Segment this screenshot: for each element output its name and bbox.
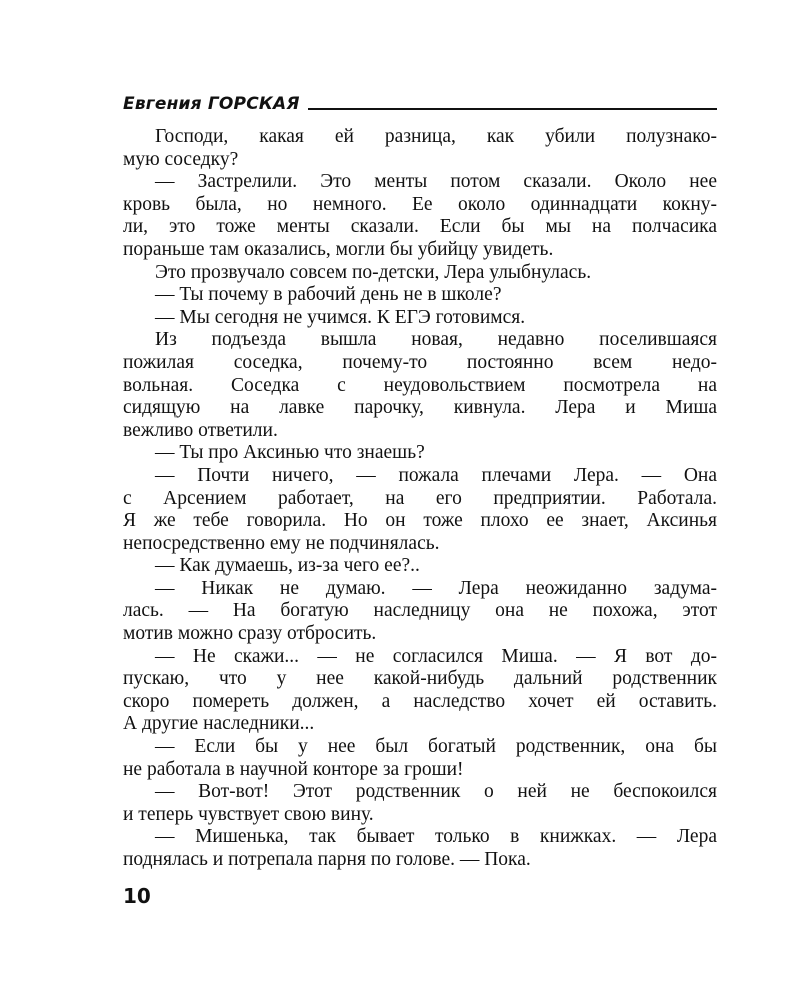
- text-line: сидящую на лавке парочку, кивнула. Лера и Миша: [123, 397, 717, 419]
- text-line: — Не скажи... — не согласился Миша. — Я вот до-: [155, 645, 717, 667]
- text-line: вежливо ответили.: [123, 419, 278, 441]
- text-line: Господи, какая ей разница, как убили полузнако-: [155, 126, 717, 147]
- page-number: 10: [123, 884, 151, 908]
- text-line: — Ты почему в рабочий день не в школе?: [155, 284, 502, 306]
- text-line: мотив можно сразу отбросить.: [123, 623, 377, 645]
- text-line: пожилая соседка, почему-то постоянно всем недо-: [123, 351, 717, 373]
- text-line: поднялась и потрепала парня по голове. — Пока.: [123, 849, 531, 870]
- text-line: — Как думаешь, из-за чего ее?..: [155, 555, 420, 577]
- text-line: непосредственно ему не подчинялась.: [123, 532, 440, 554]
- text-line: — Никак не думаю. — Лера неожиданно задума-: [155, 577, 717, 599]
- text-line: — Вот-вот! Этот родственник о ней не беспокоился: [155, 781, 717, 803]
- text-line: — Застрелили. Это менты потом сказали. Около нее: [155, 171, 717, 193]
- text-line: — Мы сегодня не учимся. К ЕГЭ готовимся.: [155, 306, 526, 328]
- text-line: с Арсением работает, на его предприятии. Работала.: [123, 487, 717, 509]
- text-line: — Почти ничего, — пожала плечами Лера. — Она: [155, 464, 717, 486]
- body-text: [123, 126, 717, 872]
- text-line: Из подъезда вышла новая, недавно поселившаяся: [155, 329, 717, 351]
- text-line: лась. — На богатую наследницу она не похожа, этот: [123, 600, 717, 622]
- text-line: — Ты про Аксинью что знаешь?: [155, 442, 425, 464]
- text-line: — Мишенька, так бывает только в книжках. — Лера: [155, 826, 717, 848]
- header-rule: [308, 108, 717, 110]
- text-line: кровь была, но немного. Ее около одиннадцати кокну-: [123, 193, 717, 215]
- text-line: и теперь чувствует свою вину.: [123, 803, 374, 825]
- running-header: [123, 92, 717, 114]
- text-line: пускаю, что у нее какой-нибудь дальний родственник: [123, 668, 717, 690]
- text-line: — Если бы у нее был богатый родственник, она бы: [155, 736, 717, 758]
- text-line: вольная. Соседка с неудовольствием посмотрела на: [123, 374, 717, 396]
- text-line: ли, это тоже менты сказали. Если бы мы на полчасика: [123, 216, 717, 238]
- text-line: Это прозвучало совсем по-детски, Лера улыбнулась.: [155, 261, 592, 283]
- text-line: не работала в научной конторе за гроши!: [123, 758, 464, 780]
- text-line: пораньше там оказались, могли бы убийцу увидеть.: [123, 238, 554, 260]
- text-line: мую соседку?: [123, 148, 239, 170]
- header-author: Евгения ГОРСКАЯ: [123, 94, 300, 114]
- text-line: Я же тебе говорила. Но он тоже плохо ее знает, Аксинья: [123, 510, 717, 532]
- text-line: скоро помереть должен, а наследство хочет ей оставить.: [123, 690, 717, 712]
- text-line: А другие наследники...: [123, 713, 315, 735]
